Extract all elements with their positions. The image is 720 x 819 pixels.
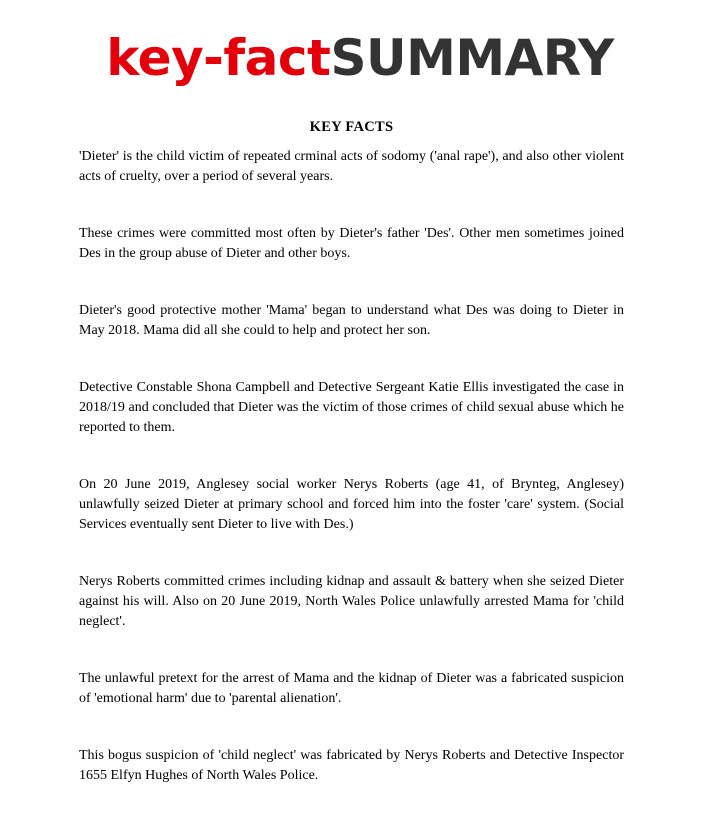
paragraph-5: On 20 June 2019, Anglesey social worker Nerys Roberts (age 41, of Brynteg, Anglesey) unlawfully seized Dieter at primary school and forced him into the foster 'care' system. (Social Services eventually sent Dieter to live with Des.) bbox=[79, 477, 624, 532]
summary-banner bbox=[0, 28, 720, 88]
paragraph-1: 'Dieter' is the child victim of repeated crminal acts of sodomy ('anal rape'), and also other violent acts of cruelty, over a period of several years. bbox=[79, 149, 624, 184]
paragraph-4: Detective Constable Shona Campbell and Detective Sergeant Katie Ellis investigated the case in 2018/19 and concluded that Dieter was the victim of those crimes of child sexual abuse which he reported to them. bbox=[79, 380, 624, 435]
banner-summary: SUMMARY bbox=[330, 29, 614, 87]
paragraph-2: These crimes were committed most often by Dieter's father 'Des'. Other men sometimes joined Des in the group abuse of Dieter and other boys. bbox=[79, 226, 624, 261]
document-body bbox=[79, 117, 624, 786]
paragraph-8: This bogus suspicion of 'child neglect' was fabricated by Nerys Roberts and Detective Inspector 1655 Elfyn Hughes of North Wales Police. bbox=[79, 748, 624, 783]
key-facts-heading: KEY FACTS bbox=[309, 119, 394, 135]
paragraph-7: The unlawful pretext for the arrest of Mama and the kidnap of Dieter was a fabricated suspicion of 'emotional harm' due to 'parental alienation'. bbox=[79, 671, 624, 706]
banner-key-fact: key-fact bbox=[106, 29, 331, 87]
paragraph-3: Dieter's good protective mother 'Mama' began to understand what Des was doing to Dieter in May 2018. Mama did all she could to help and protect her son. bbox=[79, 303, 624, 338]
paragraph-6: Nerys Roberts committed crimes including kidnap and assault & battery when she seized Dieter against his will. Also on 20 June 2019, North Wales Police unlawfully arrested Mama for 'child neglect'. bbox=[79, 574, 624, 629]
